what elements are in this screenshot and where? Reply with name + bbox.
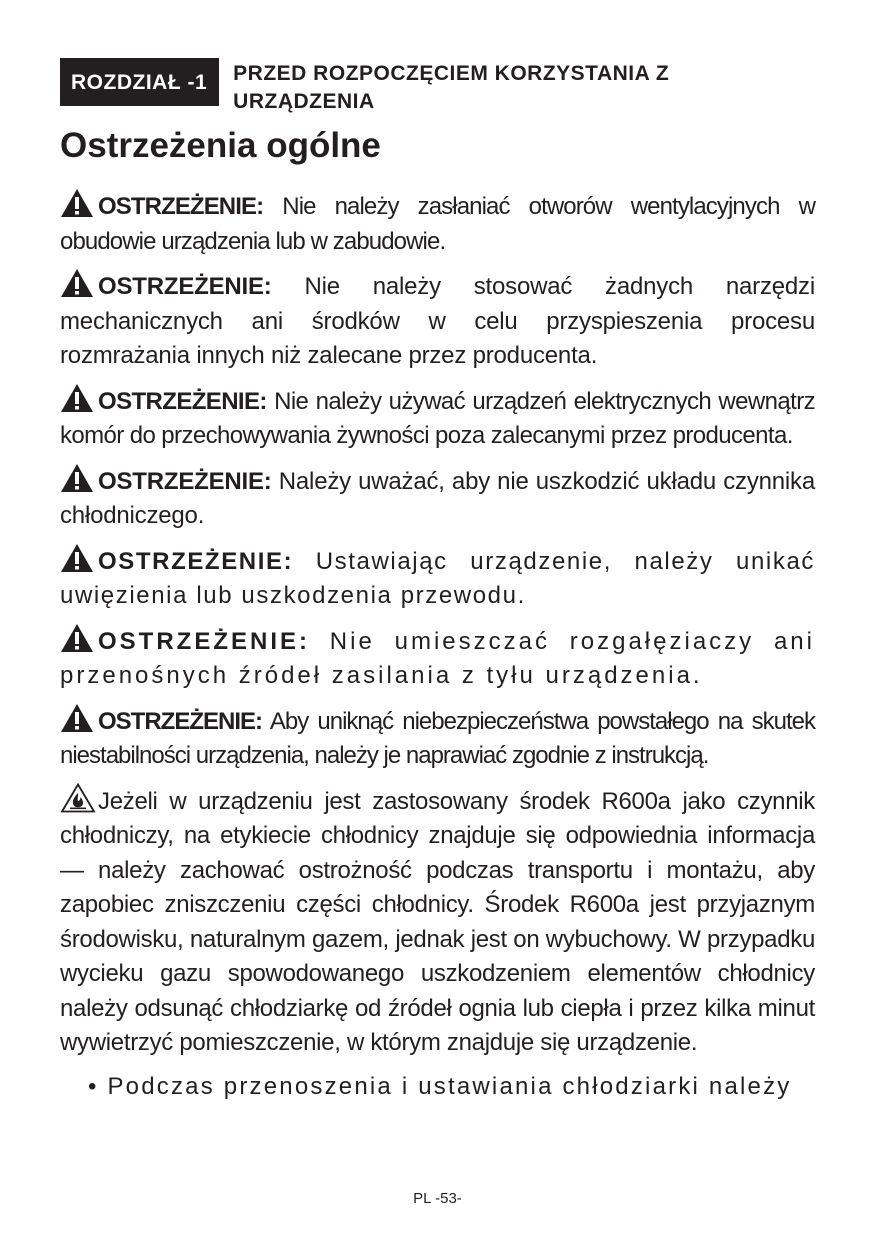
warning-text: Nie należy stosować żadnych narzędzi mechanicznych ani środków w celu przyspieszenia procesu rozmrażania innych niż zalecane przez producenta. xyxy=(60,273,815,369)
warning-lead: OSTRZEŻENIE: xyxy=(98,387,267,415)
flammable-note-text: Jeżeli w urządzeniu jest zastosowany środek R600a jako czynnik chłodniczy, na etykiecie chłodnicy znajduje się odpowiednia informacja — należy zachować ostrożność podczas transportu i montażu, aby zapobiec zniszczeniu części chłodnicy. Środek R600a jest przyjaznym środowisku, naturalnym gazem, jednak jest on wybuchowy. W przypadku wycieku gazu spowodowanego uszkodzeniem elementów chłodnicy należy odsunąć chłodziarkę od źródeł ognia lub ciepła i przez kilka minut wywietrzyć pomieszczenie, w którym znajduje się urządzenie. xyxy=(60,787,815,1056)
page-number: PL -53- xyxy=(413,1190,462,1207)
warning-text: Należy uważać, aby nie uszkodzić układu czynnika chłodniczego. xyxy=(60,467,815,529)
warning-triangle-icon xyxy=(60,623,94,653)
warning-6 xyxy=(60,623,815,694)
warning-7 xyxy=(60,703,815,774)
warning-5 xyxy=(60,543,815,614)
warning-4 xyxy=(60,463,815,534)
chapter-title: PRZED ROZPOCZĘCIEM KORZYSTANIA Z URZĄDZENIA xyxy=(233,62,670,113)
warning-triangle-icon xyxy=(60,543,94,573)
chapter-badge: ROZDZIAŁ -1 xyxy=(60,58,219,106)
flammable-note xyxy=(60,783,815,1061)
warning-lead: OSTRZEŻENIE: xyxy=(98,627,311,655)
warning-lead: OSTRZEŻENIE: xyxy=(98,467,272,495)
flammable-warning-icon xyxy=(60,783,96,813)
warning-lead: OSTRZEŻENIE: xyxy=(98,547,294,575)
page-content xyxy=(60,58,815,1104)
warning-2 xyxy=(60,268,815,374)
warning-1 xyxy=(60,188,815,259)
bullet-item: • Podczas przenoszenia i ustawiania chłodziarki należy xyxy=(88,1072,792,1100)
warning-text: Nie należy zasłaniać otworów wentylacyjnych w obudowie urządzenia lub w zabudowie. xyxy=(60,193,815,255)
warning-triangle-icon xyxy=(60,268,94,298)
warning-text: Nie umieszczać rozgałęziaczy ani przenośnych źródeł zasilania z tyłu urządzenia. xyxy=(60,627,815,689)
warning-lead: OSTRZEŻENIE: xyxy=(98,707,263,735)
warnings-list xyxy=(60,188,815,1061)
warning-text: Aby uniknąć niebezpieczeństwa powstałego na skutek niestabilności urządzenia, należy je naprawiać zgodnie z instrukcją. xyxy=(60,707,815,769)
section-title: Ostrzeżenia ogólne xyxy=(60,126,381,165)
chapter-header xyxy=(60,58,815,116)
warning-triangle-icon xyxy=(60,188,94,218)
warning-triangle-icon xyxy=(60,703,94,733)
warning-triangle-icon xyxy=(60,383,94,413)
warning-lead: OSTRZEŻENIE: xyxy=(98,193,264,220)
warning-3 xyxy=(60,383,815,454)
warning-text: Nie należy używać urządzeń elektrycznych wewnątrz komór do przechowywania żywności poza zalecanymi przez producenta. xyxy=(60,387,815,449)
warning-lead: OSTRZEŻENIE: xyxy=(98,273,272,300)
warning-text: Ustawiając urządzenie, należy unikać uwięzienia lub uszkodzenia przewodu. xyxy=(60,547,815,609)
warning-triangle-icon xyxy=(60,463,94,493)
